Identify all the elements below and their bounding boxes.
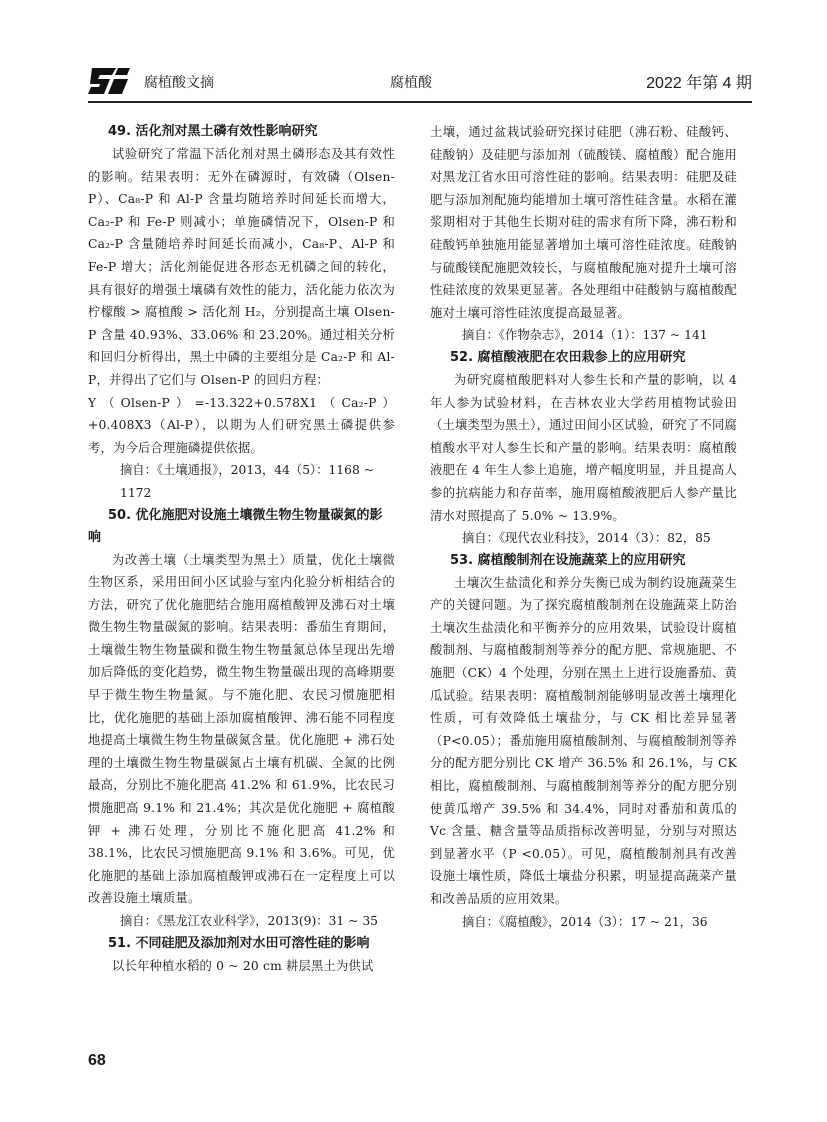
journal-title: 腐植酸 — [390, 75, 432, 91]
article-49-title: 49. 活化剂对黑土磷有效性影响研究 — [108, 124, 318, 139]
article-50-source: 摘自：《黑龙江农业科学》，2013(9)：31 ~ 35 — [120, 914, 378, 928]
article-53-source: 摘自：《腐植酸》，2014（3）：17 ~ 21，36 — [462, 914, 708, 929]
article-53-title: 53. 腐植酸制剂在设施蔬菜上的应用研究 — [450, 552, 686, 568]
article-50-body: 为改善土壤（土壤类型为黑土）质量，优化土壤微生物区系，采用田间小区试验与室内化验分析相结合的方法，研究了优化施肥结合施用腐植酸钾及沸石对土壤微生物生物量碳氮的影响。结果表明：番茄生育期间，土壤微生物生物量碳和微生物生物量氮总体呈现出先增加后降低的变化趋势，微生物生物量碳出现的高峰期要早于微生物生物量氮。与不施化肥、农民习惯施肥相比，优化施肥的基础上添加腐植酸钾、沸石能不同程度地提高土壤微生物生物量碳氮含量。优化施肥 + 沸石处理的土壤微生物生物量碳氮占土壤有机碳、全氮的比例最高，分别比不施化肥高 41.2% 和 61.9%，比农民习惯施肥高 9.1% 和 21.4%；其次是优化施肥 + 腐植酸钾 + 沸石处理，分别比不施化肥高 41.2% 和 38.1%，比农民习惯施肥高 9.1% 和 3.6%。可见，优化施肥的基础上添加腐植酸钾或沸石在一定程度上可以改善设施土壤质量。 — [88, 552, 395, 906]
page-number: 68 — [88, 1052, 106, 1069]
running-header — [88, 66, 752, 100]
article-52-body: 为研究腐植酸肥料对人参生长和产量的影响，以 4 年人参为试验材料，在吉林农业大学药用植物试验田（土壤类型为黑土），通过田间小区试验，研究了不同腐植酸水平对人参生长和产量的影响。结果表明：腐植酸液肥在 4 年生人参上追施，增产幅度明显，并且提高人参的抗病能力和存苗率，施用腐植酸液肥后人参产量比清水对照提高了 5.0% ~ 13.9%。 — [430, 372, 737, 523]
article-49-body: 试验研究了常温下活化剂对黑土磷形态及其有效性的影响。结果表明：无外在磷源时，有效磷（Olsen-P）、Ca₈-P 和 Al-P 含量均随培养时间延长而增大，Ca₂-P 和 Fe-P 则减小；单施磷情况下，Olsen-P 和 Ca₂-P 含量随培养时间延长而减小，Ca₈-P、Al-P 和 Fe-P 增大；活化剂能促进各形态无机磷之间的转化，具有很好的增强土壤磷有效性的能力，活化能力依次为柠檬酸 > 腐植酸 > 活化剂 H₂，分别提高土壤 Olsen-P 含量 40.93%、33.06% 和 23.20%。通过相关分析和回归分析得出，黑土中磷的主要组分是 Ca₂-P 和 Al-P，并得出了它们与 Olsen-P 的回归方程： — [88, 147, 395, 387]
article-51-source: 摘自：《作物杂志》，2014（1）：137 ~ 141 — [462, 328, 708, 343]
header-rule — [88, 101, 752, 103]
journal-logo-icon — [88, 66, 130, 96]
article-52-title: 52. 腐植酸液肥在农田栽参上的应用研究 — [450, 349, 686, 365]
left-column — [88, 121, 395, 977]
article-49-source: 摘自：《土壤通报》，2013，44（5）：1168 ~ 1172 — [120, 463, 374, 500]
journal-section-name: 腐植酸文摘 — [144, 75, 214, 91]
article-50-title: 50. 优化施肥对设施土壤微生物生物量碳氮的影响 — [88, 507, 383, 545]
right-column — [430, 121, 737, 933]
article-53-body: 土壤次生盐渍化和养分失衡已成为制约设施蔬菜生产的关键问题。为了探究腐植酸制剂在设施蔬菜上防治土壤次生盐渍化和平衡养分的应用效果，试验设计腐植酸制剂、与腐植酸制剂等养分的配方肥、常规施肥、不施肥（CK）4 个处理，分别在黑土上进行设施番茄、黄瓜试验。结果表明：腐植酸制剂能够明显改善土壤理化性质，可有效降低土壤盐分，与 CK 相比差异显著（P<0.05）；番茄施用腐植酸制剂、与腐植酸制剂等养分的配方肥分别比 CK 增产 36.5% 和 26.1%，与 CK 相比，腐植酸制剂、与腐植酸制剂等养分的配方肥分别使黄瓜增产 39.5% 和 34.4%，同时对番茄和黄瓜的 Vc 含量、糖含量等品质指标改善明显，分别与对照达到显著水平（P <0.05）。可见，腐植酸制剂具有改善设施土壤性质，降低土壤盐分积累，明显提高蔬菜产量和改善品质的应用效果。 — [430, 575, 737, 906]
article-49-equation: Y（Olsen-P）=-13.322+0.578X1（Ca₂-P）+0.408X3（Al-P），以期为人们研究黑土磷提供参考，为今后合理施磷提供依据。 — [88, 395, 395, 455]
article-52-source: 摘自：《现代农业科技》，2014（3）：82，85 — [462, 531, 711, 546]
article-51-title: 51. 不同硅肥及添加剂对水田可溶性硅的影响 — [108, 935, 370, 951]
article-51-body-continued: 土壤，通过盆栽试验研究探讨硅肥（沸石粉、硅酸钙、硅酸钠）及硅肥与添加剂（硫酸镁、腐植酸）配合施用对黑龙江省水田可溶性硅的影响。结果表明：硅肥及硅肥与添加剂配施均能增加土壤可溶性硅含量。水稻在灌浆期相对于其他生长期对硅的需求有所下降，沸石粉和硅酸钙单独施用能显著增加土壤可溶性硅浓度。硅酸钠与硫酸镁配施肥效较长，与腐植酸配施对提升土壤可溶性硅浓度的效果更显著。各处理组中硅酸钠与腐植酸配施对土壤可溶性硅浓度提高最显著。 — [430, 125, 737, 320]
issue-label: 2022 年第 4 期 — [646, 75, 752, 92]
article-51-body-start: 以长年种植水稻的 0 ~ 20 cm 耕层黑土为供试 — [112, 958, 374, 973]
